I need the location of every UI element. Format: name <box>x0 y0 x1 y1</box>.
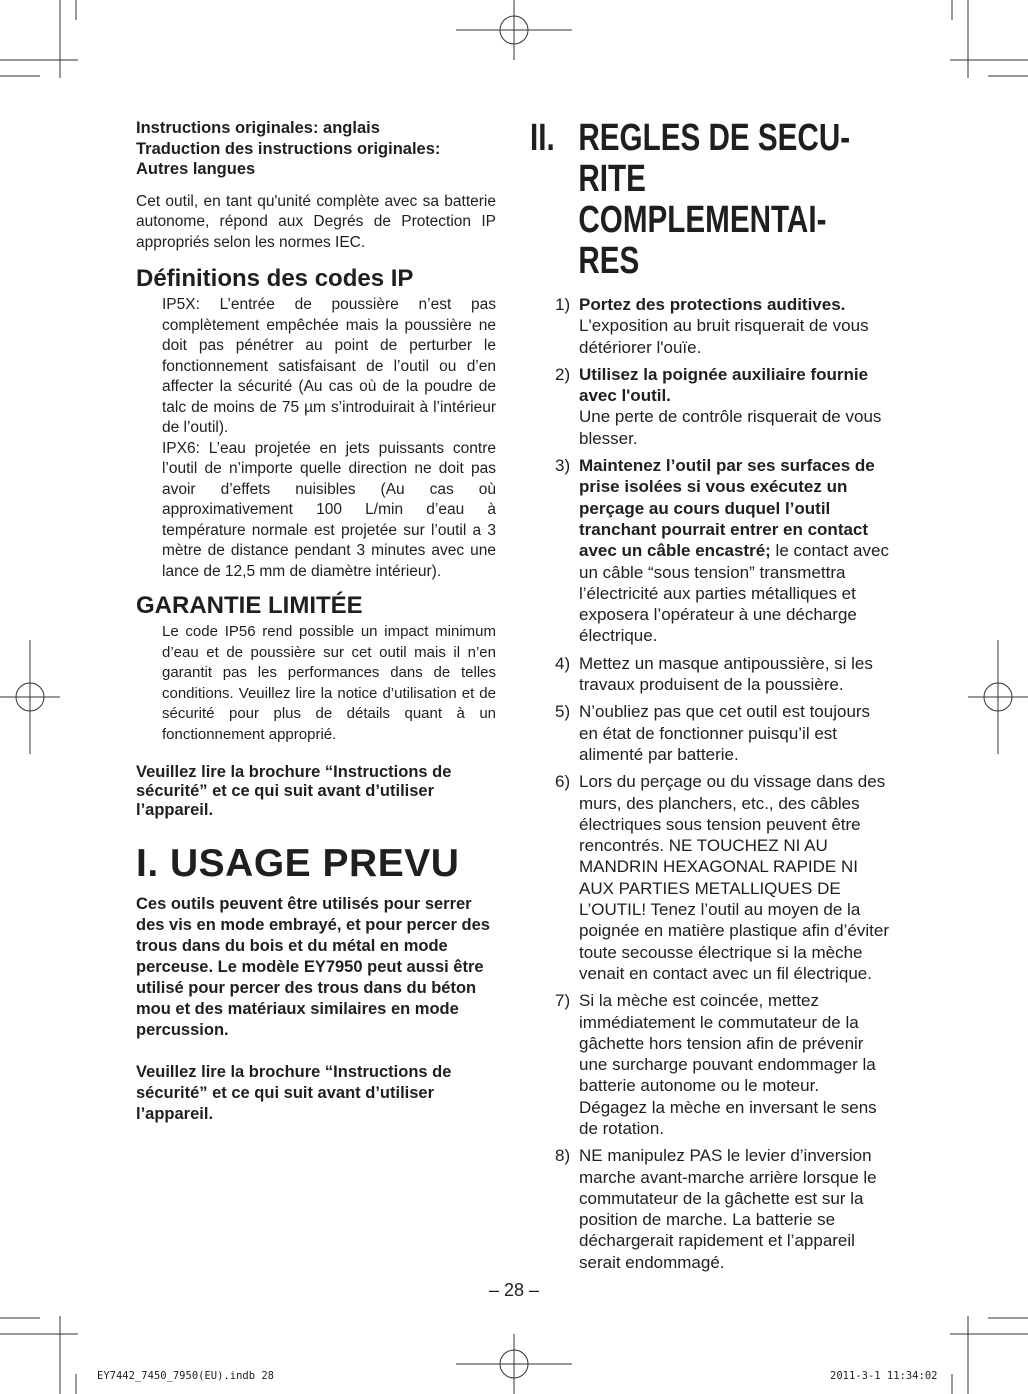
footer-file-name: EY7442_7450_7950(EU).indb 28 <box>97 1370 275 1382</box>
list-item <box>530 653 892 696</box>
safety-brochure-notice: Veuillez lire la brochure “Instructions de sécurité” et ce qui suit avant d’utiliser l’appareil. <box>136 763 452 819</box>
item-text: Une perte de contrôle risquerait de vous blesser. <box>579 407 882 448</box>
list-item <box>530 294 892 358</box>
ip-intro-text: Cet outil, en tant qu'unité complète avec sa batterie autonome, répond aux Degrés de Protection IP appropriés selon les normes IEC. <box>136 192 496 251</box>
item-text: Lors du perçage ou du vissage dans des murs, des planchers, etc., des câbles électriques sous tension peuvent être rencontrés. NE TOUCHEZ NI AU MANDRIN HEXAGONAL RAPIDE NI AUX PARTIES METALLIQUES DE L’OUTIL! Tenez l’outil au moyen de la poignée en matière plastique afin d’éviter toute secousse électrique si la mèche venait en contact avec un fil électrique. <box>579 772 889 983</box>
item-bold-text: Utilisez la poignée auxiliaire fournie avec l'outil. <box>579 364 869 406</box>
warranty-title: GARANTIE LIMITÉE <box>136 592 363 619</box>
usage-description: Ces outils peuvent être utilisés pour serrer des vis en mode embrayé, et pour percer des trous dans du bois et du métal en mode perceuse. Le modèle EY7950 peut aussi être utilisé pour percer des trous dans du béton mou et des matériaux similaires en mode percussion. <box>136 895 490 1039</box>
item-number: 3) <box>555 456 571 476</box>
item-number: 7) <box>555 991 571 1011</box>
item-text: N’oubliez pas que cet outil est toujours en état de fonctionner puisqu’il est alimenté par batterie. <box>579 702 871 764</box>
safety-brochure-notice-2: Veuillez lire la brochure “Instructions de sécurité” et ce qui suit avant d’utiliser l’appareil. <box>136 1063 452 1123</box>
title-line: RITE COMPLEMENTAI- <box>578 158 827 241</box>
left-column <box>136 118 496 1125</box>
item-text: le contact avec un câble “sous tension” transmettra l’électricité aux parties métalliques et exposera l’opérateur à une décharge électrique. <box>579 541 889 646</box>
header-line: Autres langues <box>136 160 256 178</box>
header-line: Instructions originales: anglais <box>136 119 380 137</box>
list-item <box>530 701 892 765</box>
item-number: 8) <box>555 1146 571 1166</box>
item-bold-text: Maintenez l’outil par ses surfaces de prise isolées si vous exécutez un perçage au cours duquel l’outil tranchant pourrait entrer en contact avec un câble encastré; <box>579 456 875 561</box>
header-line: Traduction des instructions originales: <box>136 139 441 158</box>
item-extra-text: Dégagez la mèche en inversant le sens de rotation. <box>579 1097 877 1138</box>
item-bold-text: Portez des protections auditives. <box>579 295 846 314</box>
section-number: II. <box>530 117 555 159</box>
list-item <box>530 990 892 1139</box>
title-line: REGLES DE SECU- <box>578 117 851 159</box>
item-text: Si la mèche est coincée, mettez immédiatement le commutateur de la gâchette hors tension afin de prévenir une surcharge pouvant endommager la batterie autonome ou le moteur. <box>579 991 876 1096</box>
list-item <box>530 455 892 647</box>
item-text: Mettez un masque antipoussière, si les travaux produisent de la poussière. <box>579 653 873 695</box>
item-text: L'exposition au bruit risquerait de vous détériorer l'ouïe. <box>579 316 869 357</box>
safety-rules-title <box>530 118 893 282</box>
right-column <box>530 118 892 1279</box>
item-number: 6) <box>555 772 571 792</box>
item-number: 2) <box>555 364 571 384</box>
page-number: – 28 – <box>488 1280 540 1300</box>
item-text: NE manipulez PAS le levier d’inversion marche avant-marche arrière lorsque le commutateur de la gâchette est sur la position de marche. La batterie se déchargerait rapidement et l’appareil serait endommagé. <box>579 1146 877 1272</box>
title-line: RES <box>578 240 640 282</box>
warranty-text: Le code IP56 rend possible un impact minimum d’eau et de poussière sur cet outil mais il n’en garantit pas les performances dans de telles conditions. Veuillez lire la notice d’utilisation et de sécurité pour plus de détails quant à un fonctionnement approprié. <box>162 623 496 743</box>
list-item <box>530 1145 892 1273</box>
ipx6-definition: IPX6: L’eau projetée en jets puissants contre l’outil de n’importe quelle direction ne doit pas avoir d’effets nuisibles (Au cas où approximativement 100 L/min d’eau à température normale est projetée sur l’outil a 3 mètre de distance pendant 3 minutes avec une lance de 12,5 mm de diamètre intérieur). <box>162 439 496 580</box>
list-item <box>530 364 892 449</box>
footer-timestamp: 2011-3-1 11:34:02 <box>830 1370 938 1382</box>
ip-definitions-title: Définitions des codes IP <box>136 265 414 292</box>
item-number: 1) <box>555 295 571 314</box>
usage-section-title: I. USAGE PREVU <box>136 842 460 885</box>
language-header <box>136 118 496 180</box>
safety-rules-list <box>530 294 892 1273</box>
item-number: 4) <box>555 653 571 673</box>
item-number: 5) <box>555 702 571 722</box>
ip5x-definition: IP5X: L’entrée de poussière n’est pas complètement empêchée mais la poussière ne doit pas pénétrer au point de perturber le fonctionnement satisfaisant de l’outil ou d’en affecter la sécurité (Au cas où de la poudre de talc de moins de 75 µm s’introduirait à l’intérieur de l’outil). <box>162 296 496 436</box>
list-item <box>530 771 892 984</box>
